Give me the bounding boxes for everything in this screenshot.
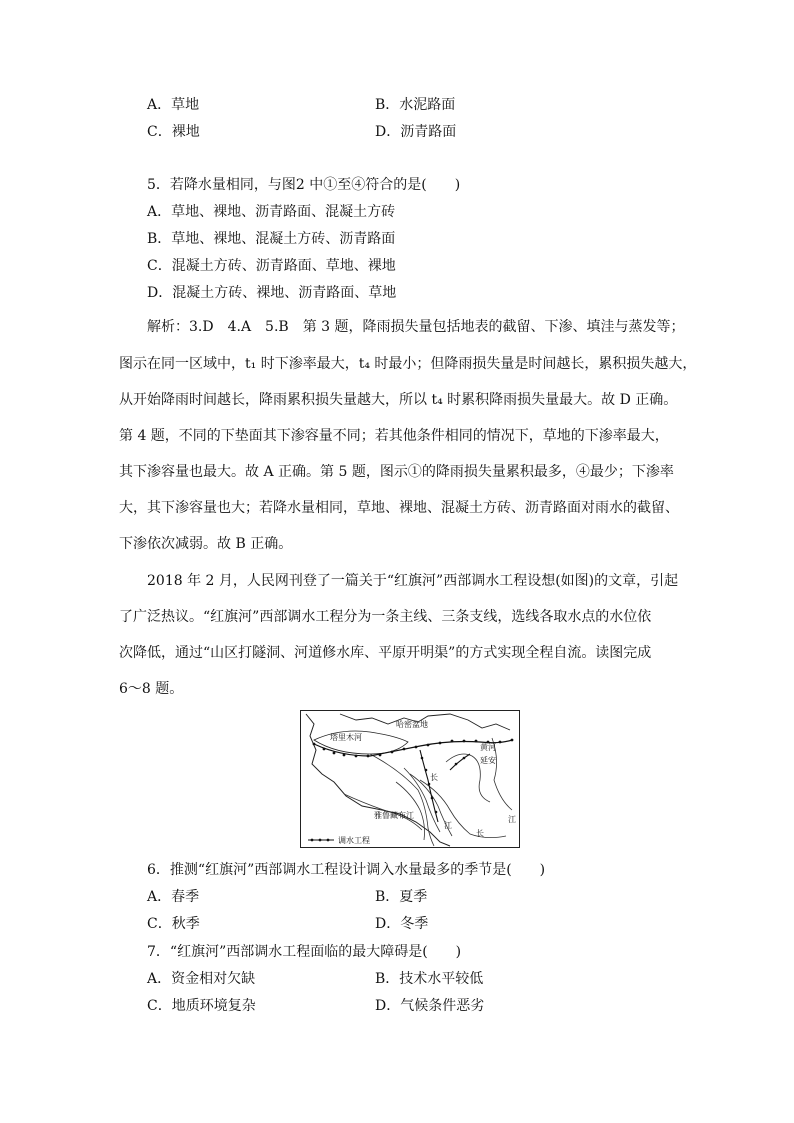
q7-option-a: A．资金相对欠缺 (147, 971, 256, 987)
analysis-line: 下渗依次减弱。故 B 正确。 (119, 536, 293, 552)
q4-option-b: B．水泥路面 (375, 97, 456, 113)
water-diversion-map (300, 710, 520, 848)
label-hami: 哈密盆地 (396, 720, 428, 729)
q5-option-b: B．草地、裸地、混凝土方砖、沥青路面 (147, 231, 396, 247)
q5-option-c: C．混凝土方砖、沥青路面、草地、裸地 (147, 258, 396, 274)
label-chang-2: 长 (476, 829, 484, 838)
label-chang-1: 长 (430, 773, 438, 782)
q4-option-d: D．沥青路面 (375, 124, 457, 140)
label-yanan: 延安 (480, 756, 496, 765)
intro-line: 2018 年 2 月，人民网刊登了一篇关于“红旗河”西部调水工程设想(如图)的文章，引起 (147, 573, 679, 589)
q5-option-a: A．草地、裸地、沥青路面、混凝土方砖 (147, 204, 396, 220)
q7-option-d: D．气候条件恶劣 (375, 998, 485, 1014)
q7-option-b: B．技术水平较低 (375, 971, 484, 987)
analysis-line: 大，其下渗容量也大；若降水量相同，草地、裸地、混凝土方砖、沥青路面对雨水的截留、 (119, 500, 679, 516)
q7-option-c: C．地质环境复杂 (147, 998, 256, 1014)
q6-option-b: B．夏季 (375, 889, 428, 905)
q5-option-d: D．混凝土方砖、裸地、沥青路面、草地 (147, 285, 397, 301)
intro-line: 次降低，通过“山区打隧洞、河道修水库、平原开明渠”的方式实现全程自流。读图完成 (119, 645, 652, 661)
label-tarim: 塔里木河 (330, 733, 362, 742)
q4-option-c: C．裸地 (147, 124, 200, 140)
analysis-line: 从开始降雨时间越长，降雨累积损失量越大，所以 t₄ 时累积降雨损失量最大。故 D 正确。 (119, 392, 678, 408)
legend-label: 调水工程 (338, 836, 370, 845)
analysis-line: 其下渗容量也最大。故 A 正确。第 5 题，图示①的降雨损失量累积最多，④最少；下渗率 (119, 464, 674, 480)
label-yarlung: 雅鲁藏布江 (374, 811, 414, 820)
q7-stem: 7．“红旗河”西部调水工程面临的最大障碍是( ) (147, 944, 462, 960)
intro-line: 6～8 题。 (119, 681, 184, 697)
q6-option-c: C．秋季 (147, 916, 200, 932)
q6-option-d: D．冬季 (375, 916, 429, 932)
q5-stem: 5．若降水量相同，与图2 中①至④符合的是( ) (147, 177, 461, 193)
analysis-line: 图示在同一区域中，t₁ 时下渗率最大，t₄ 时最小；但降雨损失量是时间越长，累积损失越大， (119, 356, 697, 372)
q4-option-a: A．草地 (147, 97, 200, 113)
label-jiang-small: 江 (444, 821, 452, 830)
analysis-line: 解析：3.D 4.A 5.B 第 3 题，降雨损失量包括地表的截留、下渗、填洼与蒸发等； (147, 319, 685, 335)
q6-stem: 6．推测“红旗河”西部调水工程设计调入水量最多的季节是( ) (147, 862, 546, 878)
q6-option-a: A．春季 (147, 889, 200, 905)
label-yellow-river: 黄河 (480, 743, 496, 752)
intro-line: 了广泛热议。“红旗河”西部调水工程分为一条主线、三条支线，选线各取水点的水位依 (119, 609, 652, 625)
label-jiang-right: 江 (508, 815, 516, 824)
analysis-line: 第 4 题，不同的下垫面其下渗容量不同；若其他条件相同的情况下，草地的下渗率最大， (119, 428, 669, 444)
